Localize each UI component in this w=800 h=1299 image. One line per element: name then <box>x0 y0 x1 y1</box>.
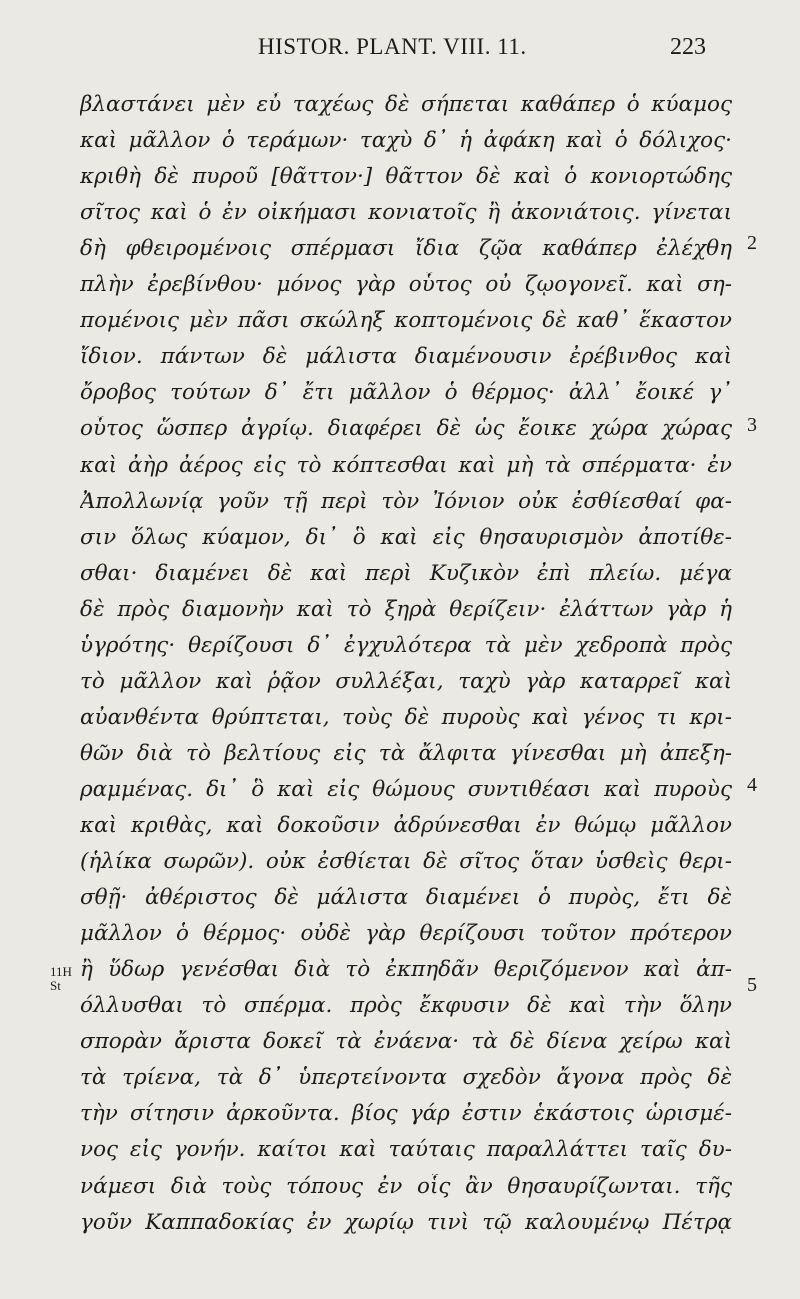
text-line: σιν ὅλως κύαμον, δι᾽ ὃ καὶ εἰς θησαυρισμὸν ἀποτίθε- <box>80 524 732 550</box>
text-line: σῖτος καὶ ὁ ἐν οἰκήμασι κονιατοῖς ἢ ἀκονιάτοις. γίνεται <box>80 200 732 226</box>
text-line: σπορὰν ἄριστα δοκεῖ τὰ ἐνάενα· τὰ δὲ δίενα χείρω καὶ <box>80 1029 732 1055</box>
text-line: νος εἰς γονήν. καίτοι καὶ ταύταις παραλλάττει ταῖς δυ- <box>80 1137 732 1163</box>
text-line: αὐανθέντα θρύπτεται, τοὺς δὲ πυροὺς καὶ γένος τι κρι- <box>80 704 732 730</box>
text-line: κριθὴ δὲ πυροῦ [θᾶττον·] θᾶττον δὲ καὶ ὁ κονιορτώδης <box>80 164 732 190</box>
text-line: βλαστάνει μὲν εὖ ταχέως δὲ σήπεται καθάπερ ὁ κύαμος <box>80 92 732 117</box>
text-line: νάμεσι διὰ τοὺς τόπους ἐν οἷς ἂν θησαυρίζωνται. τῆς <box>80 1173 732 1199</box>
signature-mark-line1: 11H <box>50 964 72 979</box>
section-number-2: 2 <box>747 232 757 254</box>
text-line: οὗτος ὥσπερ ἀγρίῳ. διαφέρει δὲ ὡς ἔοικε χώρα χώρας <box>80 416 732 442</box>
text-line: θῶν διὰ τὸ βελτίους εἰς τὰ ἄλφιτα γίνεσθαι μὴ ἀπεξη- <box>80 740 732 766</box>
text-line: ὑγρότης· θερίζουσι δ᾽ ἐγχυλότερα τὰ μὲν χεδροπὰ πρὸς <box>80 632 732 658</box>
text-line: μᾶλλον ὁ θέρμος· οὐδὲ γὰρ θερίζουσι τοῦτον πρότερον <box>80 921 732 947</box>
text-line: (ἡλίκα σωρῶν). οὐκ ἐσθίεται δὲ σῖτος ὅταν ὑσθεὶς θερι- <box>80 849 732 875</box>
text-line: ραμμένας. δι᾽ ὃ καὶ εἰς θώμους συντιθέασι καὶ πυροὺς <box>80 776 732 802</box>
section-number-5: 5 <box>747 974 757 996</box>
text-line: γοῦν Καππαδοκίας ἐν χωρίῳ τινὶ τῷ καλουμένῳ Πέτρᾳ <box>80 1209 732 1235</box>
text-line: ἴδιον. πάντων δὲ μάλιστα διαμένουσιν ἐρέβινθος καὶ <box>80 344 732 370</box>
signature-mark <box>50 965 72 993</box>
signature-mark-line2: St <box>50 978 61 993</box>
section-number-4: 4 <box>747 774 757 796</box>
section-number-3: 3 <box>747 414 757 436</box>
text-line: καὶ ἀὴρ ἀέρος εἰς τὸ κόπτεσθαι καὶ μὴ τὰ σπέρματα· ἐν <box>80 452 732 478</box>
text-line: ἢ ὕδωρ γενέσθαι διὰ τὸ ἐκπηδᾶν θεριζόμενον καὶ ἀπ- <box>80 957 732 983</box>
text-line: πλὴν ἐρεβίνθου· μόνος γὰρ οὗτος οὐ ζῳογονεῖ. καὶ ση- <box>80 272 732 298</box>
text-line: δὴ φθειρομένοις σπέρμασι ἴδια ζῷα καθάπερ ἐλέχθη <box>80 236 732 262</box>
running-title: HISTOR. PLANT. VIII. 11. <box>258 34 527 59</box>
text-line: σθῇ· ἀθέριστος δὲ μάλιστα διαμένει ὁ πυρὸς, ἔτι δὲ <box>80 885 732 911</box>
page-number: 223 <box>670 34 706 60</box>
text-line: Ἀπολλωνίᾳ γοῦν τῇ περὶ τὸν Ἰόνιον οὐκ ἐσθίεσθαί φα- <box>80 488 732 514</box>
text-line: πομένοις μὲν πᾶσι σκώληξ κοπτομένοις δὲ καθ᾽ ἕκαστον <box>80 308 732 334</box>
text-line: όλλυσθαι τὸ σπέρμα. πρὸς ἔκφυσιν δὲ καὶ τὴν ὅλην <box>80 993 732 1019</box>
text-line: καὶ μᾶλλον ὁ τεράμων· ταχὺ δ᾽ ἡ ἀφάκη καὶ ὁ δόλιχος· <box>80 128 732 154</box>
text-line: τὴν σίτησιν ἀρκοῦντα. βίος γάρ ἐστιν ἑκάστοις ὡρισμέ- <box>80 1101 732 1127</box>
text-line: δὲ πρὸς διαμονὴν καὶ τὸ ξηρὰ θερίζειν· ἐλάττων γὰρ ἡ <box>80 596 732 622</box>
text-line: καὶ κριθὰς, καὶ δοκοῦσιν ἀδρύνεσθαι ἐν θώμῳ μᾶλλον <box>80 813 732 838</box>
text-line: σθαι· διαμένει δὲ καὶ περὶ Κυζικὸν ἐπὶ πλείω. μέγα <box>80 560 732 586</box>
text-line: τὰ τρίενα, τὰ δ᾽ ὑπερτείνοντα σχεδὸν ἄγονα πρὸς δὲ <box>80 1065 732 1091</box>
text-line: ὄροβος τούτων δ᾽ ἔτι μᾶλλον ὁ θέρμος· ἀλλ᾽ ἔοικέ γ᾽ <box>80 380 732 406</box>
text-line: τὸ μᾶλλον καὶ ῥᾷον συλλέξαι, ταχὺ γὰρ καταρρεῖ καὶ <box>80 668 732 694</box>
